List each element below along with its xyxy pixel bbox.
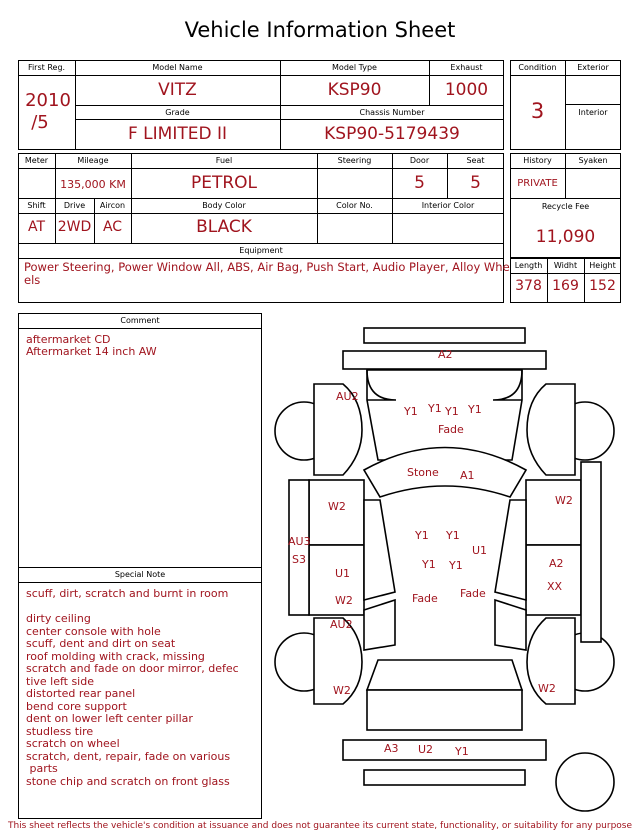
damage-mark: AU2 — [330, 618, 353, 631]
special-note-line: bend core support — [26, 699, 127, 713]
equipment-line-1: Power Steering, Power Window All, ABS, Air Bag, Push Start, Audio Player, Alloy Whe — [24, 260, 510, 274]
rear-corner-left — [314, 712, 362, 730]
damage-mark: W2 — [335, 594, 353, 607]
interior-color-label: Interior Color — [421, 201, 475, 210]
damage-mark: Y1 — [468, 403, 482, 416]
damage-mark: Fade — [460, 587, 486, 600]
right-front-fender — [527, 384, 575, 475]
special-note-line: distorted rear panel — [26, 687, 136, 700]
damage-mark: A2 — [549, 557, 564, 570]
mileage-label: Mileage — [77, 156, 109, 165]
door-value: 5 — [414, 173, 425, 193]
seat-value: 5 — [470, 173, 481, 193]
drive-value: 2WD — [57, 219, 92, 235]
damage-mark: Y1 — [404, 405, 418, 418]
seat-label: Seat — [466, 156, 485, 165]
fuel-label: Fuel — [215, 156, 233, 165]
condition-label: Condition — [518, 63, 557, 72]
model-name-label: Model Name — [152, 63, 203, 72]
meter-label: Meter — [24, 156, 49, 165]
special-note-line: scuff, dent and dirt on seat — [26, 637, 176, 650]
special-note-line: scratch, dent, repair, fade on various — [26, 749, 231, 763]
special-note-line: stone chip and scratch on front glass — [26, 774, 230, 788]
length-value: 378 — [515, 278, 542, 294]
chassis-number-label: Chassis Number — [359, 108, 425, 117]
recycle-fee-value: 11,090 — [535, 227, 596, 247]
car-damage-diagram — [268, 318, 632, 823]
left-lower-panel — [364, 600, 395, 650]
aircon-label: Aircon — [99, 201, 126, 210]
history-value: PRIVATE — [517, 178, 558, 189]
width-value: 169 — [552, 278, 579, 294]
recycle-fee-label: Recycle Fee — [541, 202, 590, 211]
model-name-value: VITZ — [158, 80, 197, 100]
shift-label: Shift — [27, 201, 46, 210]
chassis-number-value: KSP90-5179439 — [324, 124, 460, 144]
damage-mark: Y1 — [449, 559, 463, 572]
body-color-label: Body Color — [202, 201, 246, 210]
damage-mark: W2 — [328, 500, 346, 513]
special-note-line: scratch on wheel — [26, 737, 120, 750]
spare-wheel — [556, 753, 614, 811]
height-value: 152 — [589, 278, 616, 294]
special-note-line: studless tire — [26, 724, 94, 738]
interior-label: Interior — [578, 108, 608, 117]
tailgate — [367, 690, 522, 730]
damage-mark: U2 — [418, 743, 434, 756]
rear-window — [367, 660, 522, 690]
damage-mark: AU3 — [288, 535, 311, 548]
front-bumper — [364, 328, 525, 343]
exhaust-value: 1000 — [444, 80, 489, 100]
damage-mark: Y1 — [415, 529, 429, 542]
first-reg-year: 2010 — [25, 90, 71, 111]
length-label: Length — [514, 261, 543, 270]
damage-mark: S3 — [292, 553, 306, 566]
footer-disclaimer: This sheet reflects the vehicle's condition at issuance and does not guarantee its current state, functionality, or suitability for any purpose — [7, 821, 633, 831]
model-type-value: KSP90 — [327, 80, 382, 100]
body-color-value: BLACK — [196, 217, 252, 237]
equipment-line-2: els — [24, 273, 41, 287]
damage-mark: U1 — [335, 567, 351, 580]
damage-mark: W2 — [555, 494, 573, 507]
damage-mark: Y1 — [446, 529, 460, 542]
special-note-line: dirty ceiling — [26, 612, 91, 625]
special-note-line: scratch and fade on door mirror, defec — [26, 662, 239, 675]
special-note-line: dent on lower left center pillar — [26, 712, 193, 725]
aircon-value: AC — [102, 219, 123, 235]
special-note-line: roof molding with crack, missing — [26, 649, 205, 663]
damage-mark: A3 — [384, 742, 399, 755]
model-type-label: Model Type — [332, 63, 377, 72]
special-note-line: tive left side — [26, 674, 94, 688]
shift-value: AT — [27, 219, 46, 235]
right-lower-panel — [495, 600, 526, 650]
damage-mark: XX — [547, 580, 563, 593]
first-reg-label: First Reg. — [27, 63, 66, 72]
damage-mark: Fade — [412, 592, 438, 605]
rear-bumper-lower — [364, 770, 525, 785]
condition-value: 3 — [530, 99, 545, 123]
damage-mark: Fade — [438, 423, 464, 436]
special-note-label: Special Note — [114, 570, 166, 579]
steering-label: Steering — [337, 156, 372, 165]
grade-value: F LIMITED II — [128, 124, 227, 144]
special-note-line: scuff, dirt, scratch and burnt in room — [26, 587, 229, 600]
drive-label: Drive — [63, 201, 86, 210]
special-note-line: parts — [26, 762, 58, 775]
special-note-line: center console with hole — [26, 624, 161, 638]
damage-mark: A2 — [438, 348, 453, 361]
mileage-value: 135,000 KM — [60, 178, 126, 191]
comment-label: Comment — [120, 316, 160, 325]
damage-mark: Y1 — [422, 558, 436, 571]
damage-mark: Y1 — [428, 402, 442, 415]
height-label: Height — [589, 261, 616, 270]
exhaust-label: Exhaust — [450, 63, 483, 72]
page-title: Vehicle Information Sheet — [184, 18, 456, 42]
damage-mark: W2 — [538, 682, 556, 695]
right-sill — [581, 462, 601, 642]
exterior-label: Exterior — [577, 63, 609, 72]
comment-line: Aftermarket 14 inch AW — [26, 345, 157, 358]
damage-mark: Y1 — [455, 745, 469, 758]
comment-line: aftermarket CD — [26, 333, 111, 346]
width-label: Widht — [553, 261, 578, 270]
damage-mark: U1 — [472, 544, 488, 557]
right-front-door — [526, 480, 581, 545]
grade-label: Grade — [165, 108, 190, 117]
right-pillar — [495, 500, 526, 600]
left-pillar — [364, 500, 395, 600]
damage-mark: AU2 — [336, 390, 359, 403]
equipment-label: Equipment — [239, 246, 283, 255]
fuel-value: PETROL — [190, 173, 258, 193]
damage-mark: Y1 — [445, 405, 459, 418]
first-reg-month: /5 — [31, 112, 49, 133]
syaken-label: Syaken — [578, 156, 608, 165]
rear-bumper — [343, 740, 546, 760]
damage-mark: W2 — [333, 684, 351, 697]
damage-mark: A1 — [460, 469, 475, 482]
door-label: Door — [409, 156, 430, 165]
damage-mark: Stone — [407, 466, 439, 479]
color-no-label: Color No. — [336, 201, 373, 210]
history-label: History — [523, 156, 552, 165]
